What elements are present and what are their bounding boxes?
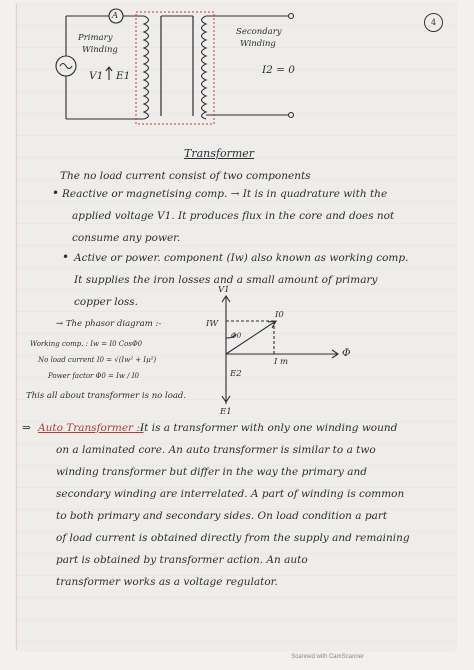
i2-label: I2 = 0	[262, 64, 295, 76]
bullet-2-line-1: Active or power. component (Iw) also known as working comp.	[74, 252, 409, 264]
phasor-im-label: I m	[274, 357, 289, 367]
scanner-footer: Scanned with CamScanner	[291, 654, 364, 660]
auto-line-3: winding transformer but differ in the way the primary and	[56, 466, 367, 478]
auto-transformer-title: Auto Transformer :-	[38, 422, 144, 434]
power-factor: Power factor Φ0 = Iw / I0	[48, 372, 139, 380]
page-number: 4	[424, 13, 443, 32]
phasor-i0-label: I0	[275, 310, 284, 320]
working-component: Working comp. : Iw = I0 CosΦ0	[30, 340, 143, 348]
primary-label-line1: Primary	[78, 33, 113, 43]
phasor-iw-label: IW	[206, 319, 219, 329]
e1-label: E1	[116, 70, 131, 82]
v1-label: V1	[89, 70, 104, 82]
auto-line-1: It is a transformer with only one winding wound	[140, 422, 398, 434]
auto-line-8: transformer works as a voltage regulator.	[56, 576, 278, 588]
phasor-e2-label: E2	[230, 369, 242, 379]
bullet-2-line-3: copper loss.	[74, 296, 139, 308]
phasor-v1-label: V1	[218, 285, 230, 295]
auto-line-2: on a laminated core. An auto transformer is similar to a two	[56, 444, 376, 456]
auto-line-4: secondary winding are interrelated. A part of winding is common	[56, 488, 405, 500]
bullet-1-line-1: Reactive or magnetising comp. → It is in quadrature with the	[62, 188, 388, 200]
phasor-heading: → The phasor diagram :-	[56, 319, 162, 329]
phasor-e1-label: E1	[220, 407, 232, 417]
phasor-flux-label: Φ	[342, 347, 351, 359]
summary-text: This all about transformer is no load.	[26, 391, 187, 401]
auto-line-7: part is obtained by transformer action. An auto	[56, 554, 308, 566]
bullet-1-line-2: applied voltage V1. It produces flux in the core and does not	[72, 210, 395, 222]
notebook-page	[16, 4, 456, 650]
section-heading: Transformer	[184, 147, 255, 160]
bullet-marker: •	[62, 250, 70, 264]
phasor-phi0-label: Φ0	[231, 332, 242, 340]
auto-line-5: to both primary and secondary sides. On load condition a part	[56, 510, 388, 522]
arrow-marker: ⇒	[22, 422, 31, 434]
bullet-marker: •	[52, 186, 60, 200]
ammeter-label: A	[112, 11, 119, 21]
no-load-current: No load current I0 = √(Iw² + Iµ²)	[38, 356, 157, 364]
primary-label-line2: Winding	[82, 45, 118, 55]
bullet-2-line-2: It supplies the iron losses and a small amount of primary	[74, 274, 378, 286]
bullet-1-line-3: consume any power.	[72, 232, 181, 244]
auto-line-6: of load current is obtained directly from the supply and remaining	[56, 532, 410, 544]
secondary-label-line1: Secondary	[236, 27, 282, 37]
secondary-label-line2: Winding	[240, 39, 276, 49]
intro-text: The no load current consist of two components	[60, 170, 311, 182]
